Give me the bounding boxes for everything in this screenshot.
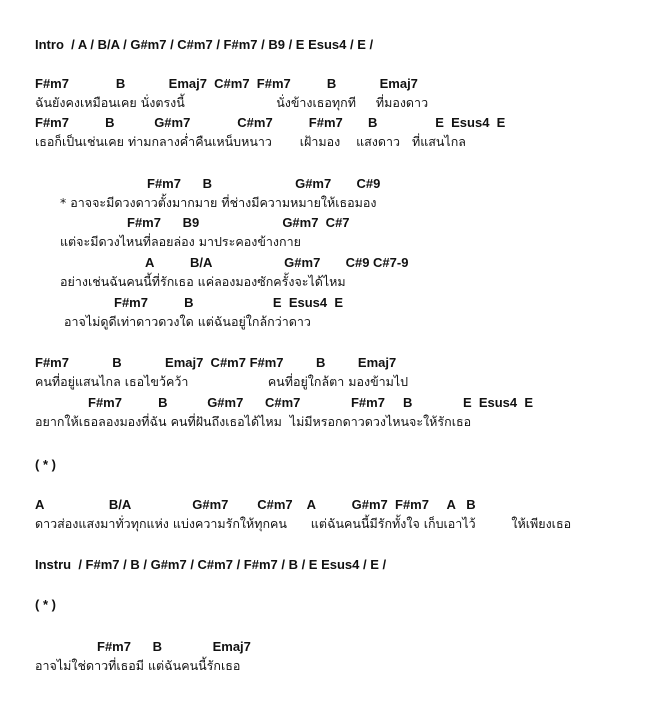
chorus-chords-3: A B/A G#m7 C#9 C#7-9 <box>145 255 409 270</box>
verse1-lyric-1: ฉันยังคงเหมือนเคย นั่งตรงนี้ นั่งข้างเธอทุกที ที่มองดาว <box>35 95 429 110</box>
verse2-lyric-2: อยากให้เธอลองมองที่ฉัน คนที่ฝันถึงเธอได้ไหม ไม่มีหรอกดาวดวงไหนจะให้รักเธอ <box>35 414 472 429</box>
bridge-lyric: ดาวส่องแสงมาทั่วทุกแห่ง แบ่งความรักให้ทุกคน แต่ฉันคนนี้มีรักทั้งใจ เก็บเอาไว้ ให้เพียงเธอ <box>35 516 572 531</box>
intro-line: Intro / A / B/A / G#m7 / C#m7 / F#m7 / B9 / E Esus4 / E / <box>35 37 374 52</box>
chorus-repeat-marker-1: ( * ) <box>35 457 56 472</box>
outro-chords: F#m7 B Emaj7 <box>97 639 251 654</box>
outro-lyric: อาจไม่ใช่ดาวที่เธอมี แต่ฉันคนนี้รักเธอ <box>35 658 241 673</box>
verse2-lyric-1: คนที่อยู่แสนไกล เธอไขว้คว้า คนที่อยู่ใกล้ตา มองข้ามไป <box>35 374 409 389</box>
chorus-lyric-1: * อาจจะมีดวงดาวตั้งมากมาย ที่ช่างมีความหมายให้เธอมอง <box>60 195 377 210</box>
verse1-chords-1: F#m7 B Emaj7 C#m7 F#m7 B Emaj7 <box>35 76 418 91</box>
chorus-lyric-3: อย่างเช่นฉันคนนี้ที่รักเธอ แค่ลองมองซักครั้งจะได้ไหม <box>60 274 346 289</box>
chorus-chords-4: F#m7 B E Esus4 E <box>114 295 344 310</box>
chorus-chords-1: F#m7 B G#m7 C#9 <box>147 176 381 191</box>
chorus-chords-2: F#m7 B9 G#m7 C#7 <box>127 215 350 230</box>
instru-line: Instru / F#m7 / B / G#m7 / C#m7 / F#m7 / B / E Esus4 / E / <box>35 557 387 572</box>
chorus-repeat-marker-2: ( * ) <box>35 597 56 612</box>
bridge-chords: A B/A G#m7 C#m7 A G#m7 F#m7 A B <box>35 497 476 512</box>
chorus-lyric-4: อาจไม่ดูดีเท่าดาวดวงใด แต่ฉันอยู่ใกล้กว่าดาว <box>64 314 311 329</box>
verse1-lyric-2: เธอก็เป็นเช่นเคย ท่ามกลางค่ำคืนเหน็บหนาว เฝ้ามอง แสงดาว ที่แสนไกล <box>35 134 466 149</box>
chorus-lyric-2: แต่จะมีดวงไหนที่ลอยล่อง มาประคองข้างกาย <box>60 234 301 249</box>
verse2-chords-1: F#m7 B Emaj7 C#m7 F#m7 B Emaj7 <box>35 355 397 370</box>
verse2-chords-2: F#m7 B G#m7 C#m7 F#m7 B E Esus4 E <box>88 395 534 410</box>
verse1-chords-2: F#m7 B G#m7 C#m7 F#m7 B E Esus4 E <box>35 115 506 130</box>
